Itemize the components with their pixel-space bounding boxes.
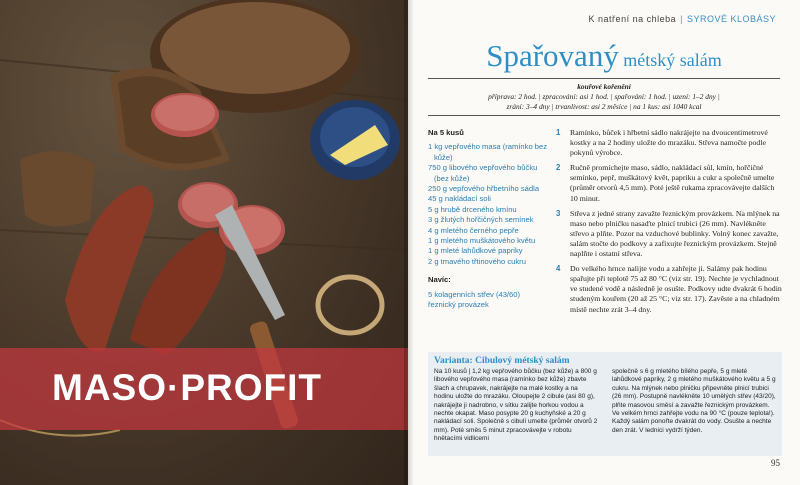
ingredient-item: 1 g mleté lahůdkové papriky: [428, 246, 523, 256]
step-text: Ručně promíchejte maso, sádlo, nakládací sůl, kmín, hořčičné semínko, pepř, muškátový květ, papriku a cukr a společně umelte (průměr otvorů 4,5 mm). Poté ještě rukama zpracovávejte dalších 10 minut.: [570, 163, 775, 203]
page-number: 95: [771, 458, 780, 468]
step-3: [556, 209, 782, 259]
meta-line-2: zrání: 3–4 dny | trvanlivost: asi 2 měsíce | na 1 kus: asi 1040 kcal: [506, 102, 702, 111]
step-2: [556, 163, 782, 203]
step-number: 3: [556, 208, 561, 218]
ingredient-item: 250 g vepřového hřbetního sádla: [428, 184, 540, 194]
recipe-meta: [428, 82, 780, 112]
ingredient-item: 45 g nakládací soli: [428, 194, 491, 204]
extra-item: 5 kolagenních střev (43/60): [428, 289, 521, 299]
book-section: K natření na chleba: [588, 14, 677, 24]
ingredient-item: 1 g mletého muškátového květu: [428, 236, 536, 246]
title-main: Spařovaný: [486, 38, 619, 73]
chapter-name: SYROVÉ KLOBÁSY: [686, 14, 776, 24]
extra-item: řeznický provázek: [428, 300, 489, 310]
page-gutter: [404, 0, 414, 485]
step-number: 2: [556, 163, 561, 173]
ingredient-item: 1 kg vepřového masa (ramínko bez kůže): [428, 142, 548, 162]
step-1: [556, 128, 782, 158]
step-number: 1: [556, 128, 561, 137]
meta-category: kouřové kořenění: [577, 82, 631, 91]
ingredients-heading: Na 5 kusů: [428, 128, 464, 137]
recipe-title: [408, 38, 800, 74]
variant-title: Varianta: Cibulový métský salám: [434, 356, 570, 366]
title-sub: métský salám: [623, 50, 722, 70]
ingredient-item: 5 g hrubě drceného kmínu: [428, 204, 517, 214]
brand-logo-text: MASO·PROFIT: [52, 367, 322, 408]
title-rule-top: [428, 78, 780, 79]
step-text: Střeva z jedné strany zavažte řeznickým provázkem. Na mlýnek na maso nebo plničku nasaďte plnicí trubici (26 mm). Navlékněte střevo a plňte. Pozor na vzduchové bublinky. Volný konec zavažte, salám stočte do podkovy a zafixujte řeznickým provázkem. Stejně naplňte i ostatní střeva.: [570, 208, 780, 259]
title-rule-bottom: [428, 115, 780, 116]
step-text: Ramínko, bůček i hřbetní sádlo nakrájejte na dvoucentimetrové kostky a na 2 hodiny uložte do mrazáku. Střeva namočte podle pokynů výrobce.: [570, 128, 768, 158]
ingredient-item: 750 g libového vepřového bůčku (bez kůže): [428, 163, 538, 183]
variant-column-2: společně s 6 g mletého bílého pepře, 5 g mleté lahůdkové papriky, 2 g mletého muškátového květu a 5 g cukru. Na mlýnek nebo plničku připevněte plnicí trubici (26 mm). Postupně navlékněte 10 umělých střev (43/20), plňte masovou směsí a zavažte řeznickým provázkem. Ve velkém hrnci zahřejte vodu na 90 °C (pouze teplota!). Každý salám ponořte dvakrát do vody. Osušte a nechte den zrát. V lednici vydrží týden.: [612, 368, 776, 434]
header-separator: |: [680, 14, 683, 24]
ingredients-list: [428, 128, 550, 311]
step-text: Do velkého hrnce nalijte vodu a zahřejte ji. Salámy pak hodinu spařujte při teplotě 75 až 80 °C (viz str. 19). Nechte je vychladnout ve studené vodě a následně je osušte. Podkovy udte dvakrát 6 hodin studeným kouřem (20 až 25 °C; viz str. 17). Zavěste a na chladném místě nechte zrát 3–4 dny.: [570, 264, 782, 314]
extras-heading: Navíc:: [428, 275, 451, 285]
ingredient-item: 4 g mletého černého pepře: [428, 225, 519, 235]
running-head: [589, 14, 776, 24]
method-steps: [556, 128, 782, 320]
step-4: [556, 264, 782, 314]
step-number: 4: [556, 264, 561, 274]
variant-column-1: Na 10 kusů | 1,2 kg vepřového bůčku (bez kůže) a 800 g libového vepřového masa (ramínko bez kůže) zbavte šlach a chrupavek, nakrájejte na malé kostky a na hodinu uložte do mrazáku. Oloupejte 2 cibule (asi 80 g), nakrájejte ji nadrobno, v sítku zalijte horkou vodou a nechte okapat. Maso posypte 20 g kuchyňské a 20 g nakládací soli. Společně s cibulí umelte (průměr otvorů 2 mm). Poté směs 5 minut zpracovávejte v robotu hnětacími vidlicemi: [434, 368, 598, 443]
ingredient-item: 3 g žlutých hořčičných semínek: [428, 215, 534, 225]
ingredient-item: 2 g tmavého třtinového cukru: [428, 256, 526, 266]
recipe-page: [408, 0, 800, 485]
variant-box: [428, 352, 782, 456]
meta-line-1: příprava: 2 hod. | zpracování: asi 1 hod. | spařování: 1 hod. | uzení: 1–2 dny |: [488, 92, 720, 101]
